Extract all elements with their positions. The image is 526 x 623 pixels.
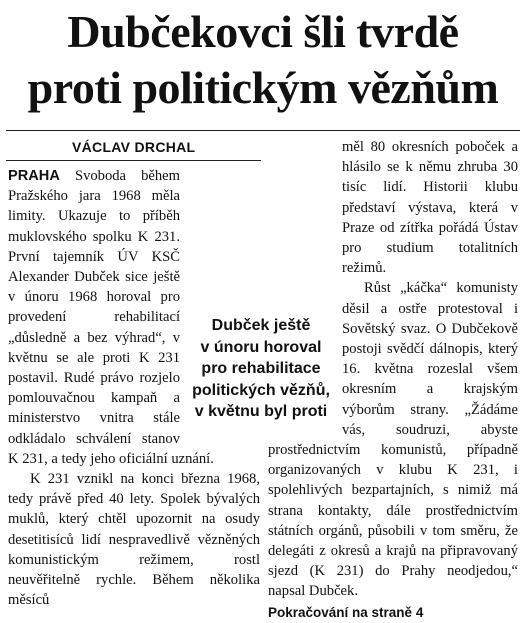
byline-rule [6, 160, 261, 161]
continued-note: Pokračování na straně 4 [268, 604, 424, 620]
headline-line-1: Dubčekovci šli tvrdě [67, 6, 459, 57]
dateline: PRAHA [8, 168, 60, 184]
article-paragraph-3: měl 80 okresních poboček a hlásilo se k němu zhruba 30 tisíc lidí. Historii klubu představí výstava, která v Praze od zítřka pořádá Ústav pro studium totalitních režimů. [342, 139, 518, 277]
pull-quote-line: politických vězňů, [192, 381, 330, 399]
pull-quote-line: pro rehabilitace [201, 360, 321, 377]
pull-quote-line: v únoru horoval [200, 338, 322, 356]
headline-rule [6, 130, 520, 131]
pull-quote [182, 315, 340, 423]
pull-quote-line: Dubček ještě [211, 317, 311, 334]
paragraph-1-text: Svoboda během Pražského jara 1968 měla limity. Ukazuje to příběh muklovského spolku K 231. První tajemník ÚV KSČ Alexander Dubček sice ještě v únoru 1968 horoval pro provedení rehabilitací „důsledně a bez výhrad“, v květnu se ale proti K 231 postavil. Rudé právo rozjelo pomlouvačnou kampaň a ministerstvo vnitra stále odkládalo schválení stanov K 231, a tedy jeho oficiální uznání. [8, 168, 214, 467]
pull-quote-line: v květnu byl proti [194, 403, 328, 420]
article-paragraph-4: Růst „káčka“ komunisty děsil a ostře protestoval i Sovětský svaz. O Dubčekově postoji svědčí dálnopis, který 16. května rozeslal všem okresním a krajským výborům strany. „Žádáme vás, soudruzi, abyste prostřednictvím komunistů, případně organizovaných v klubu K 231, i spolehlivých bezpartajních, s nimiž má strana kontakty, dále prostřednictvím státních orgánů, působili v tom směru, že delegáti z okresů a krajů na připravovaný sjezd (K 231) do Prahy neodjedou,“ napsal Dubček. [268, 280, 518, 600]
byline: VÁCLAV DRCHAL [72, 139, 196, 155]
headline [0, 4, 526, 116]
article-paragraph-2: K 231 vznikl na konci března 1968, tedy právě před 40 lety. Spolek bývalých muklů, který chtěl upozornit na osudy desetitisíců lidí nespravedlivě vězněných komunistickým režimem, rostl neuvěřitelně rychle. Během několika měsíců [8, 471, 260, 609]
headline-line-2: proti politickým vězňům [27, 62, 499, 113]
